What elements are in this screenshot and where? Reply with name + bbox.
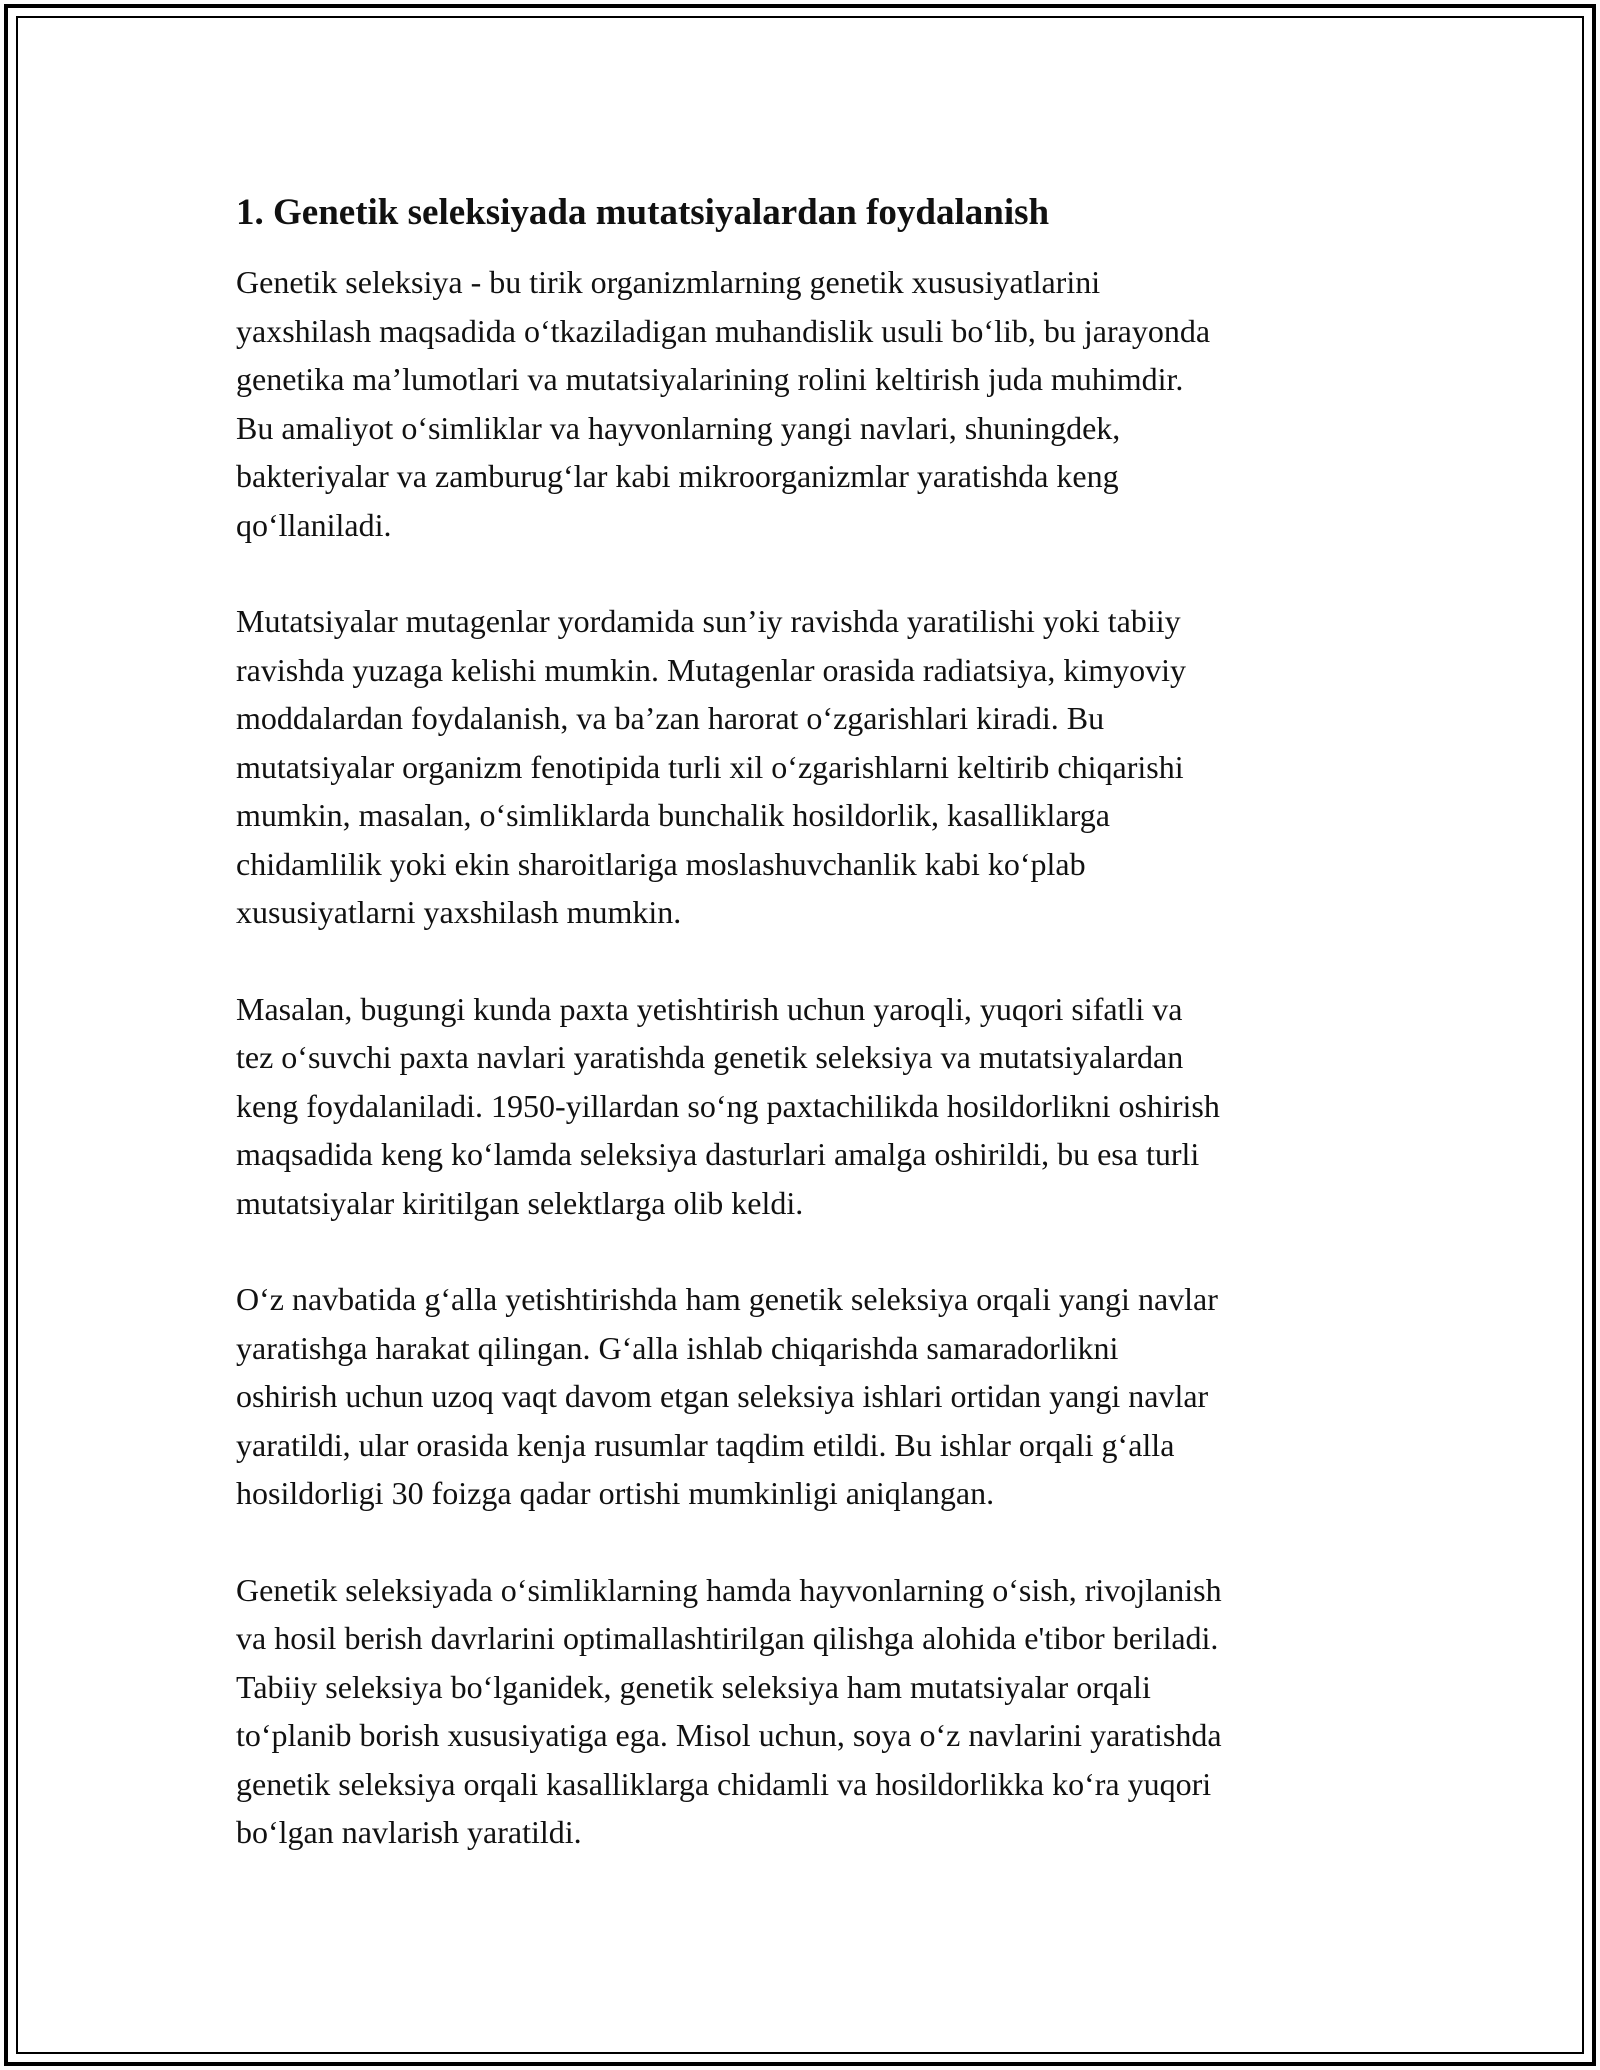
paragraph-5: [236, 1566, 1386, 1857]
section-title: 1. Genetik seleksiyada mutatsiyalardan foydalanish: [236, 192, 1050, 233]
paragraph-line: yaratildi, ular orasida kenja rusumlar taqdim etildi. Bu ishlar orqali gʻalla: [236, 1426, 1175, 1463]
paragraph-line: mutatsiyalar organizm fenotipida turli xil oʻzgarishlarni keltirib chiqarishi: [236, 748, 1184, 785]
document-body: [236, 188, 1386, 1905]
paragraph-line: xususiyatlarni yaxshilash mumkin.: [236, 894, 682, 930]
paragraph-line: keng foydalaniladi. 1950-yillardan soʻng paxtachilikda hosildorlikni oshirish: [236, 1087, 1220, 1124]
paragraph-line: tez oʻsuvchi paxta navlari yaratishda genetik seleksiya va mutatsiyalardan: [236, 1039, 1184, 1075]
paragraph-line: Genetik seleksiya - bu tirik organizmlarning genetik xususiyatlarini: [236, 264, 1101, 300]
paragraph-line: boʻlgan navlarish yaratildi.: [236, 1814, 582, 1850]
paragraph-line: Genetik seleksiyada oʻsimliklarning hamda hayvonlarning oʻsish, rivojlanish: [236, 1571, 1222, 1608]
paragraph-line: yaxshilash maqsadida oʻtkaziladigan muhandislik usuli boʻlib, bu jarayonda: [236, 312, 1211, 349]
paragraph-line: hosildorligi 30 foizga qadar ortishi mumkinligi aniqlangan.: [236, 1475, 995, 1511]
paragraph-line: ravishda yuzaga kelishi mumkin. Mutagenlar orasida radiatsiya, kimyoviy: [236, 651, 1186, 688]
paragraph-line: qoʻllaniladi.: [236, 506, 392, 543]
paragraph-line: Oʻz navbatida gʻalla yetishtirishda ham genetik seleksiya orqali yangi navlar: [236, 1281, 1218, 1317]
paragraph-line: Mutatsiyalar mutagenlar yordamida sunʼiy ravishda yaratilishi yoki tabiiy: [236, 603, 1181, 639]
paragraph-line: toʻplanib borish xususiyatiga ega. Misol uchun, soya oʻz navlarini yaratishda: [236, 1717, 1222, 1753]
paragraph-line: oshirish uchun uzoq vaqt davom etgan seleksiya ishlari ortidan yangi navlar: [236, 1378, 1209, 1414]
paragraph-line: moddalardan foydalanish, va baʼzan harorat oʻzgarishlari kiradi. Bu: [236, 700, 1105, 736]
paragraph-4: [236, 1275, 1386, 1518]
paragraph-line: genetika maʼlumotlari va mutatsiyalarining rolini keltirish juda muhimdir.: [236, 361, 1184, 397]
paragraph-line: chidamlilik yoki ekin sharoitlariga moslashuvchanlik kabi koʻplab: [236, 845, 1086, 882]
paragraph-line: yaratishga harakat qilingan. Gʻalla ishlab chiqarishda samaradorlikni: [236, 1329, 1119, 1366]
paragraph-2: [236, 597, 1386, 937]
paragraph-line: maqsadida keng koʻlamda seleksiya dasturlari amalga oshirildi, bu esa turli: [236, 1136, 1200, 1172]
paragraph-line: mumkin, masalan, oʻsimliklarda bunchalik hosildorlik, kasalliklarga: [236, 797, 1110, 833]
paragraph-1: [236, 258, 1386, 549]
paragraph-3: [236, 985, 1386, 1228]
paragraph-line: Bu amaliyot oʻsimliklar va hayvonlarning yangi navlari, shuningdek,: [236, 409, 1121, 446]
paragraph-line: va hosil berish davrlarini optimallashtirilgan qilishga alohida e'tibor beriladi.: [236, 1620, 1219, 1656]
paragraph-line: bakteriyalar va zamburugʻlar kabi mikroorganizmlar yaratishda keng: [236, 458, 1119, 494]
paragraph-line: Tabiiy seleksiya boʻlganidek, genetik seleksiya ham mutatsiyalar orqali: [236, 1668, 1151, 1705]
paragraph-line: Masalan, bugungi kunda paxta yetishtirish uchun yaroqli, yuqori sifatli va: [236, 990, 1183, 1027]
paragraph-line: mutatsiyalar kiritilgan selektlarga olib keldi.: [236, 1184, 804, 1221]
paragraph-line: genetik seleksiya orqali kasalliklarga chidamli va hosildorlikka koʻra yuqori: [236, 1765, 1212, 1802]
